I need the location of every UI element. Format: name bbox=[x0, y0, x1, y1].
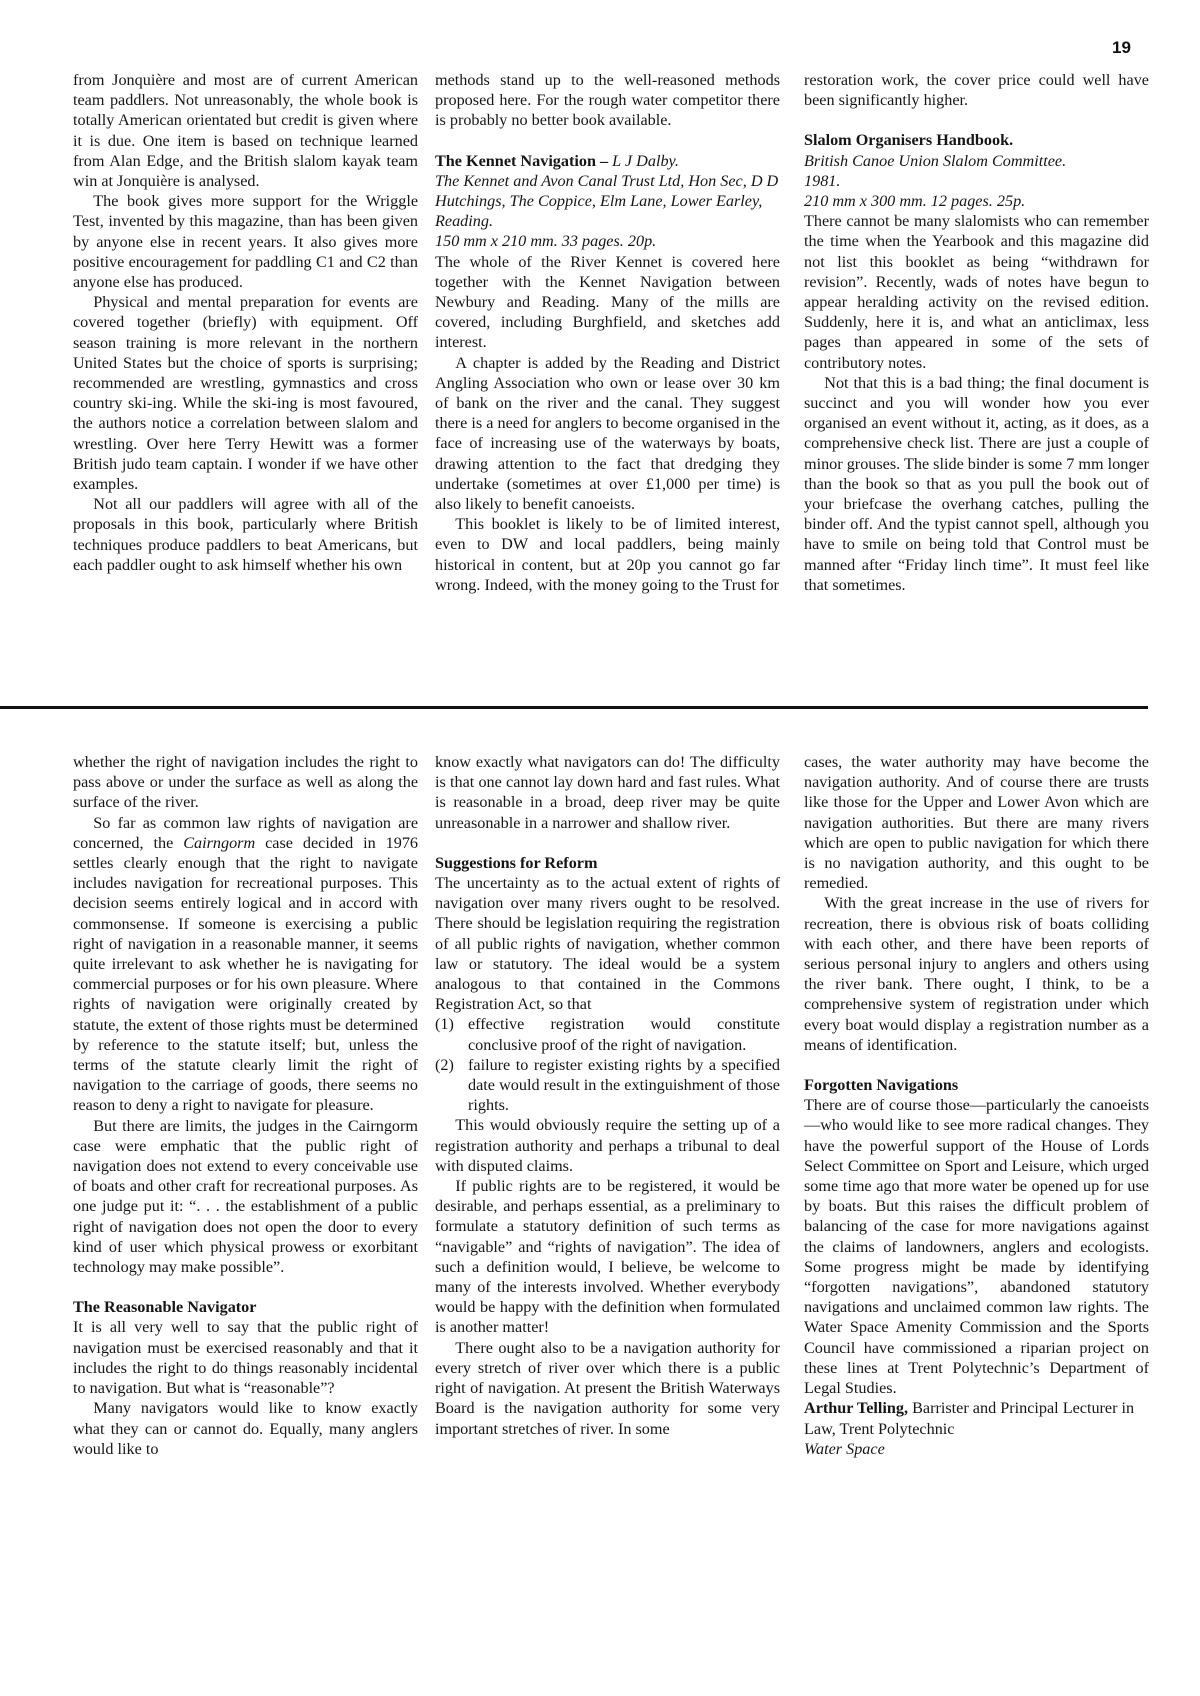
paragraph: Physical and mental preparation for events are covered together (briefly) with equipment. Off season training is more relevant in the northern United States but the choice of sports is surprising; recommended are wrestling, gymnastics and cross country ski-ing. While the ski-ing is most favoured, the authors notice a correlation between slalom and wrestling. Over here Terry Hewitt was a former British judo team captain. I wonder if we have other examples. bbox=[73, 293, 418, 494]
text-run: So far as common law rights of navigation are concerned, the bbox=[73, 813, 418, 852]
paragraph: This would obviously require the setting up of a registration authority and perhaps a tribunal to deal with disputed claims. bbox=[435, 1116, 780, 1175]
bottom-column-3 bbox=[804, 752, 1149, 1459]
review-publisher: The Kennet and Avon Canal Trust Ltd, Hon Sec, D D Hutchings, The Coppice, Elm Lane, Lower Earley, Reading. bbox=[435, 171, 779, 231]
author-name: Arthur Telling, bbox=[804, 1399, 909, 1418]
author-credit bbox=[804, 1398, 1149, 1438]
paragraph: It is all very well to say that the public right of navigation must be exercised reasonably and that it includes the right to do things reasonably incidental to navigation. But what is “reasonable”? bbox=[73, 1318, 418, 1398]
paragraph: There ought also to be a navigation authority for every stretch of river over which there is a public right of navigation. At present the British Waterways Board is the navigation authority for some very important stretches of river. In some bbox=[435, 1338, 780, 1438]
review-format: 150 mm x 210 mm. 33 pages. 20p. bbox=[435, 232, 657, 251]
case-name: Cairngorm bbox=[183, 833, 256, 852]
paragraph: There cannot be many slalomists who can remember the time when the Yearbook and this magazine did not list this booklet as being “withdrawn for revision”. Recently, wads of notes have begun to appear heralding activity on the revised edition. Suddenly, here it is, and what an anticlimax, less pages than appeared in some of the sets of contributory notes. bbox=[804, 212, 1149, 372]
review-author: L J Dalby. bbox=[612, 151, 679, 170]
paragraph: If public rights are to be registered, it would be desirable, and perhaps essential, as a preliminary to formulate a statutory definition of such terms as “navigable” and “rights of navigation”. The idea of such a definition would, I believe, be welcome to many of the interests involved. Whether everybody would be happy with the definition when formulated is another matter! bbox=[435, 1177, 780, 1337]
review-format: 210 mm x 300 mm. 12 pages. 25p. bbox=[804, 192, 1026, 211]
bottom-column-1 bbox=[73, 752, 418, 1459]
list-item bbox=[435, 1014, 780, 1054]
paragraph: whether the right of navigation includes the right to pass above or under the surface as well as along the surface of the river. bbox=[73, 753, 418, 812]
paragraph: A chapter is added by the Reading and District Angling Association who own or lease over 30 km of bank on the river and the canal. They suggest there is a need for anglers to become organised in the face of increasing use of the waterways by boats, drawing attention to the fact that dredging they undertake (sometimes at over £1,000 per time) is also likely to benefit canoeists. bbox=[435, 353, 780, 514]
paragraph: restoration work, the cover price could well have been significantly higher. bbox=[804, 71, 1149, 110]
review-heading bbox=[435, 151, 780, 171]
paragraph: Not that this is a bad thing; the final document is succinct and you will wonder how you ever organised an event without it, acting, as it does, as a comprehensive check list. There are just a couple of minor grouses. The slide binder is some 7 mm longer than the book so that as you pull the book out of your briefcase the overhang catches, pulling the binder off. And the typist cannot spell, although you have to smile on being told that Control must be manned after “Friday linch time”. It must feel like that sometimes. bbox=[804, 373, 1149, 594]
paragraph: methods stand up to the well-reasoned methods proposed here. For the rough water competitor there is probably no better book available. bbox=[435, 71, 780, 130]
author-role: Barrister and Principal Lecturer in Law, Trent Polytechnic bbox=[804, 1399, 1135, 1438]
source-publication: Water Space bbox=[804, 1439, 885, 1458]
section-heading: The Reasonable Navigator bbox=[73, 1298, 257, 1317]
paragraph: Many navigators would like to know exactly what they can or cannot do. Equally, many anglers would like to bbox=[73, 1399, 418, 1458]
top-column-3 bbox=[804, 70, 1149, 595]
review-title: The Kennet Navigation – bbox=[435, 151, 613, 170]
paragraph: The whole of the River Kennet is covered here together with the Kennet Navigation between Newbury and Reading. Many of the mills are covered, including Burghfield, and sketches add interest. bbox=[435, 252, 780, 352]
list-item bbox=[435, 1055, 780, 1116]
review-title: Slalom Organisers Handbook. bbox=[804, 131, 1014, 150]
paragraph: The book gives more support for the Wriggle Test, invented by this magazine, than has been given by anyone else in recent years. It also gives more positive encouragement for paddling C1 and C2 than anyone else has produced. bbox=[73, 192, 418, 292]
paragraph: There are of course those—particularly the canoeists—who would like to see more radical changes. They have the powerful support of the House of Lords Select Committee on Sport and Leisure, which urged some time ago that more water be opened up for use by boats. But this raises the difficult problem of balancing of the case for more navigations against the claims of landowners, anglers and ecologists. Some progress might be made by identifying “forgotten navigations”, abandoned statutory navigations and unclaimed common law rights. The Water Space Amenity Commission and the Sports Council have commissioned a riparian project on these lines at Trent Polytechnic’s Department of Legal Studies. bbox=[804, 1096, 1149, 1398]
numbered-list bbox=[435, 1014, 780, 1115]
paragraph: This booklet is likely to be of limited interest, even to DW and local paddlers, being mainly historical in content, but at 20p you cannot go far wrong. Indeed, with the money going to the Trust for bbox=[435, 515, 780, 594]
list-number: (1) bbox=[435, 1015, 454, 1034]
top-column-2 bbox=[435, 70, 780, 595]
paragraph: Not all our paddlers will agree with all of the proposals in this book, particularly where British techniques produce paddlers to beat Americans, but each paddler ought to ask himself whether his own bbox=[73, 495, 418, 574]
text-run: case decided in 1976 settles clearly enough that the right to navigate includes navigation for recreational purposes. This decision seems entirely logical and in accord with commonsense. If someone is exercising a public right of navigation in a reasonable manner, it seems quite irrelevant to ask whether he is navigating for commercial purposes or for his own pleasure. Where rights of navigation were originally created by statute, the extent of those rights must be determined by reference to the statute itself; but, unless the terms of the statute clearly limit the right of navigation to the carriage of goods, there seems no reason to deny a right to navigate for pleasure. bbox=[73, 833, 419, 1115]
review-publisher: British Canoe Union Slalom Committee. bbox=[804, 151, 1067, 170]
top-column-1 bbox=[73, 70, 418, 575]
list-text: effective registration would constitute conclusive proof of the right of navigation. bbox=[468, 1015, 780, 1054]
section-divider bbox=[0, 706, 1148, 709]
section-heading: Forgotten Navigations bbox=[804, 1076, 959, 1095]
paragraph: The uncertainty as to the actual extent of rights of navigation over many rivers ought to be resolved. There should be legislation requiring the registration of all public rights of navigation, whether common law or statutory. The ideal would be a system analogous to that contained in the Commons Registration Act, so that bbox=[435, 874, 780, 1014]
list-number: (2) bbox=[435, 1055, 454, 1074]
paragraph: With the great increase in the use of rivers for recreation, there is obvious risk of boats colliding with each other, and there have been reports of serious personal injury to anglers and others using the river bank. There ought, I think, to be a comprehensive system of registration under which every boat would display a registration number as a means of identification. bbox=[804, 894, 1149, 1054]
page-number: 19 bbox=[1112, 38, 1131, 57]
paragraph bbox=[73, 813, 418, 1116]
review-year: 1981. bbox=[804, 171, 841, 190]
paragraph: But there are limits, the judges in the Cairngorm case were emphatic that the public right of navigation does not extend to every conceivable use of boats and other craft for recreational purposes. As one judge put it: “. . . the establishment of a public right of navigation does not open the door to every kind of user which physical prowess or exorbitant technology may make possible”. bbox=[73, 1116, 418, 1277]
bottom-column-2 bbox=[435, 752, 780, 1439]
section-heading: Suggestions for Reform bbox=[435, 853, 598, 872]
paragraph: cases, the water authority may have become the navigation authority. And of course there are trusts like those for the Upper and Lower Avon which are navigation authorities. But there are many rivers which are open to public navigation for which there is no navigation authority, and this ought to be remedied. bbox=[804, 753, 1149, 893]
paragraph: know exactly what navigators can do! The difficulty is that one cannot lay down hard and fast rules. What is reasonable in a broad, deep river may be quite unreasonable in a narrower and shallow river. bbox=[435, 753, 780, 832]
paragraph: from Jonquière and most are of current American team paddlers. Not unreasonably, the whole book is totally American orientated but credit is given where it is due. One item is based on technique learned from Alan Edge, and the British slalom kayak team win at Jonquière is analysed. bbox=[73, 71, 418, 191]
list-text: failure to register existing rights by a specified date would result in the extinguishment of those rights. bbox=[468, 1055, 780, 1115]
